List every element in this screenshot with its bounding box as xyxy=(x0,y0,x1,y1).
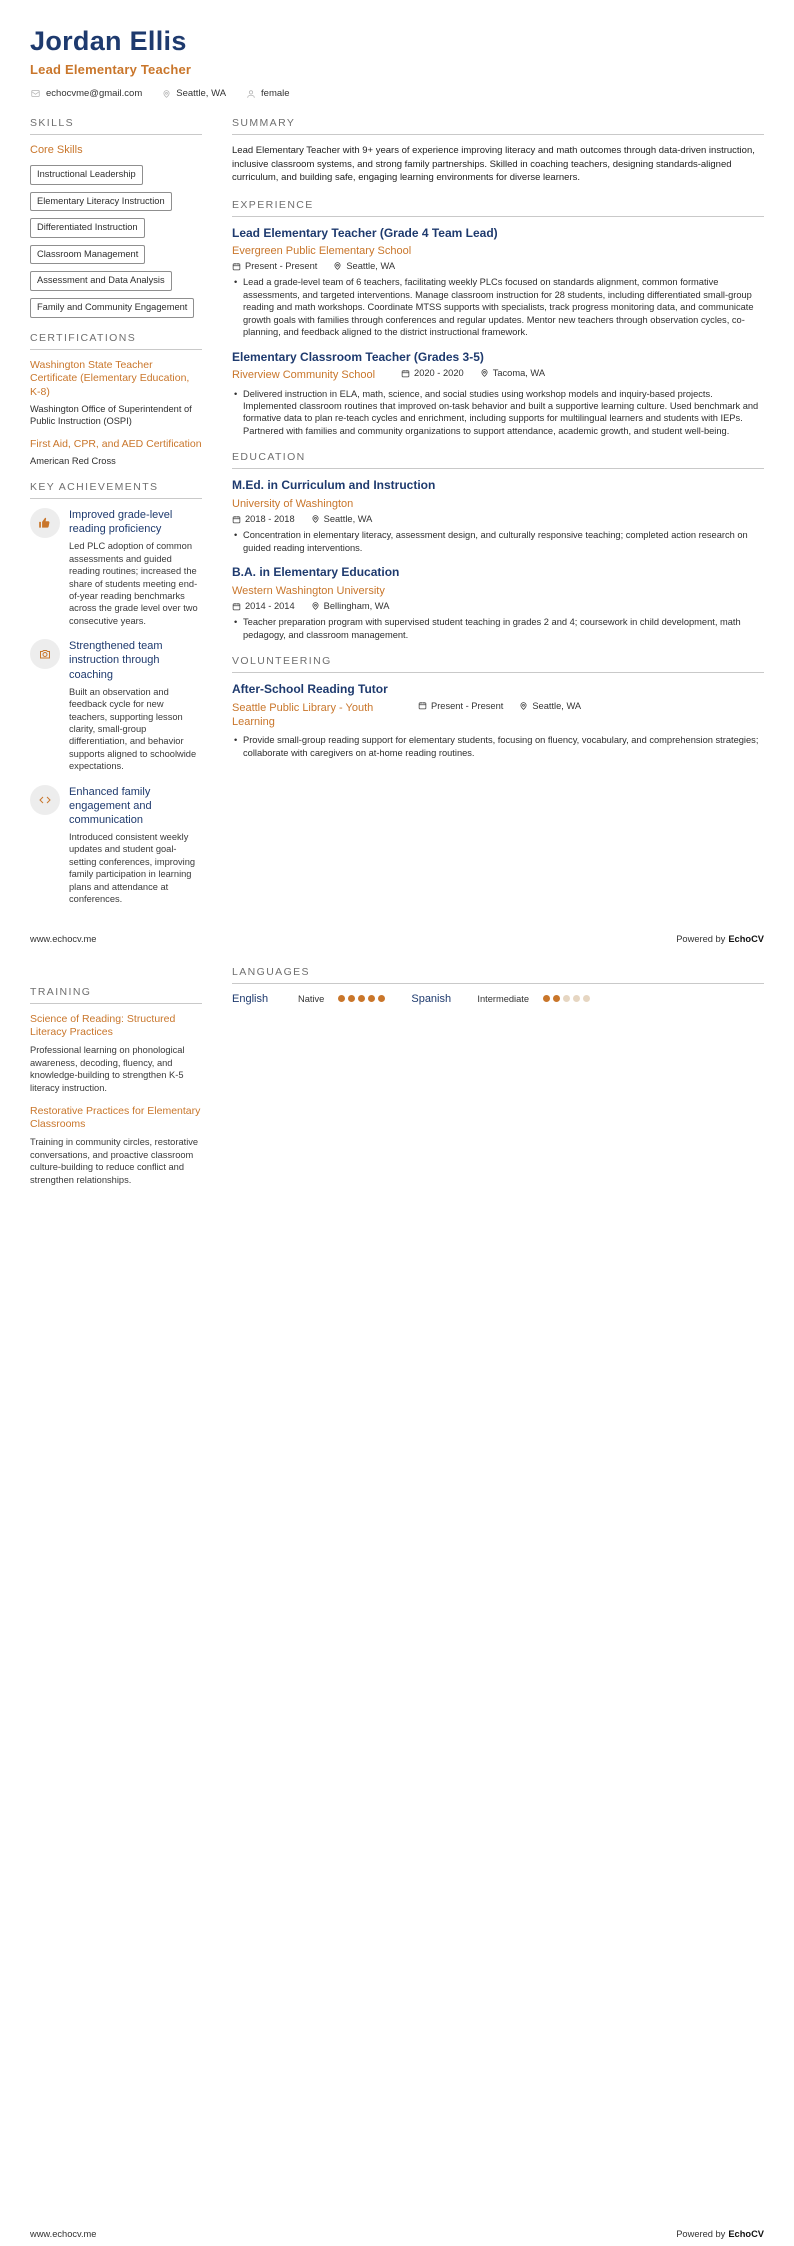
training-item xyxy=(30,1013,202,1095)
education-meta xyxy=(232,601,389,611)
bullet: • Teacher preparation program with supervised student teaching in grades 2 and 4; coursework in child development, math pedagogy, and classroom management. xyxy=(232,616,764,641)
achievement-item xyxy=(30,508,202,627)
language-proficiency-dots xyxy=(338,995,385,1002)
training-title: Restorative Practices for Elementary Classrooms xyxy=(30,1104,201,1131)
education-entry xyxy=(232,565,764,641)
achievement-item xyxy=(30,785,202,906)
section-experience xyxy=(232,199,764,438)
experience-entry xyxy=(232,226,764,339)
language-level: Native xyxy=(298,993,325,1004)
footer-powered-prefix: Powered by xyxy=(676,933,726,944)
contact-email xyxy=(30,88,142,99)
contact-gender-text: female xyxy=(261,88,290,100)
thumbs-up-icon xyxy=(30,508,60,538)
achievement-body xyxy=(69,639,202,772)
page-footer-bottom xyxy=(30,2229,764,2239)
education-bullets xyxy=(232,529,764,554)
contact-email-text[interactable]: echocvme@gmail.com xyxy=(46,88,143,100)
experience-bullets xyxy=(232,276,764,338)
skill-tag-list xyxy=(30,165,202,318)
education-location: Seattle, WA xyxy=(311,514,373,524)
language-item-spanish xyxy=(411,993,590,1005)
footer-site-link[interactable]: www.echocv.me xyxy=(30,933,97,944)
experience-location: Tacoma, WA xyxy=(480,368,545,378)
calendar-icon xyxy=(232,515,241,524)
calendar-icon xyxy=(232,262,241,271)
education-heading: EDUCATION xyxy=(232,451,764,469)
certifications-heading: CERTIFICATIONS xyxy=(30,332,202,350)
achievement-title: Strengthened team instruction through coaching xyxy=(69,640,163,681)
skill-tag: Family and Community Engagement xyxy=(30,298,194,318)
summary-text: Lead Elementary Teacher with 9+ years of experience improving literacy and math outcomes through data-driven instruction, inclusive classroom systems, and strong family partnerships. Skilled in coaching teachers, designing standards-aligned curriculum, and building safe, engaging learning environments for diverse learners. xyxy=(232,145,755,184)
location-icon xyxy=(519,701,528,711)
key-achievements-heading: KEY ACHIEVEMENTS xyxy=(30,481,202,499)
location-icon xyxy=(333,261,342,271)
language-name: English xyxy=(232,992,269,1005)
skill-tag: Differentiated Instruction xyxy=(30,218,145,238)
section-skills xyxy=(30,117,202,318)
section-key-achievements xyxy=(30,481,202,906)
certification-item xyxy=(30,359,202,427)
achievement-title: Enhanced family engagement and communication xyxy=(69,785,152,826)
skills-heading: SKILLS xyxy=(30,117,202,135)
bullet: • Lead a grade-level team of 6 teachers, facilitating weekly PLCs focused on standards alignment, common formative assessments, and targeted interventions. Manage classroom instruction for 28 students, including differentiated small-group reading and math workshops. Coordinate MTSS supports with specialists, track progress monitoring data, and communicate growth goals with families through conferences and regular updates. Mentor new teachers through observation cycles, co-planning, and feedback aligned to the district instructional framework. xyxy=(232,276,764,338)
bullet: • Delivered instruction in ELA, math, science, and social studies using workshop models and inquiry-based projects. Implemented classroom routines that improved on-task behavior and built a supportive learning culture. Used benchmark and formative data to plan re-teach cycles and enrichment, including supports for multilingual learners and students with IEPs. Partnered with families and community organizations to support attendance, academic growth, and student well-being. xyxy=(232,388,764,438)
achievement-text: Introduced consistent weekly updates and student goal-setting conferences, improving family participation in learning plans and attendance at conferences. xyxy=(69,832,196,905)
certification-issuer: Washington Office of Superintendent of Public Instruction (OSPI) xyxy=(30,403,192,426)
location-icon xyxy=(311,514,320,524)
summary-heading: SUMMARY xyxy=(232,117,764,135)
achievement-body xyxy=(69,508,202,627)
languages-heading: LANGUAGES xyxy=(232,966,764,984)
certification-title: Washington State Teacher Certificate (Elementary Education, K-8) xyxy=(30,358,190,398)
training-title: Science of Reading: Structured Literacy Practices xyxy=(30,1012,176,1039)
person-icon xyxy=(246,89,256,99)
contact-row xyxy=(30,88,764,99)
volunteering-date: Present - Present xyxy=(418,701,503,711)
right-column xyxy=(232,117,764,920)
skill-tag: Classroom Management xyxy=(30,245,145,265)
experience-heading: EXPERIENCE xyxy=(232,199,764,217)
languages-row xyxy=(232,993,764,1005)
volunteering-location: Seattle, WA xyxy=(519,701,581,711)
footer-site-link[interactable]: www.echocv.me xyxy=(30,2229,97,2239)
email-icon xyxy=(30,89,41,98)
person-name: Jordan Ellis xyxy=(30,26,187,56)
skill-tag: Elementary Literacy Instruction xyxy=(30,192,172,212)
education-date: 2018 - 2018 xyxy=(232,514,295,524)
footer-powered-by xyxy=(676,934,764,944)
volunteering-meta xyxy=(418,701,581,711)
location-icon xyxy=(311,601,320,611)
calendar-icon xyxy=(418,701,427,710)
training-item xyxy=(30,1105,202,1187)
volunteering-entry xyxy=(232,682,764,759)
location-icon xyxy=(162,89,171,99)
training-heading: TRAINING xyxy=(30,986,202,1004)
footer-brand-link[interactable]: EchoCV xyxy=(728,933,764,944)
code-icon xyxy=(30,785,60,815)
achievement-title: Improved grade-level reading proficiency xyxy=(69,509,173,536)
volunteering-subhead xyxy=(232,701,764,730)
overflow-columns xyxy=(30,966,764,1201)
main-columns xyxy=(30,117,764,920)
experience-date: Present - Present xyxy=(232,261,317,271)
volunteering-title: After-School Reading Tutor xyxy=(232,681,388,696)
education-subhead xyxy=(232,584,764,611)
education-date: 2014 - 2014 xyxy=(232,601,295,611)
bullet: • Provide small-group reading support for elementary students, focusing on fluency, vocabulary, and comprehension strategies; collaborate with caregivers on at-home reading routines. xyxy=(232,734,764,759)
page-footer xyxy=(30,934,764,944)
experience-bullets xyxy=(232,388,764,438)
section-languages xyxy=(232,966,764,1005)
language-item-english xyxy=(232,993,385,1005)
training-text: Professional learning on phonological awareness, decoding, fluency, and knowledge-building to strengthen K-5 literacy instruction. xyxy=(30,1045,185,1093)
education-location: Bellingham, WA xyxy=(311,601,390,611)
achievement-text: Built an observation and feedback cycle for new teachers, supporting lesson clarity, small-group differentiation, and behavior supports aligned to schoolwide expectations. xyxy=(69,686,197,772)
experience-company: Riverview Community School xyxy=(232,369,376,382)
education-meta xyxy=(232,514,372,524)
calendar-icon xyxy=(401,369,410,378)
education-subhead xyxy=(232,497,764,524)
certification-issuer: American Red Cross xyxy=(30,455,116,466)
skills-group-title: Core Skills xyxy=(30,144,83,157)
section-volunteering xyxy=(232,655,764,759)
language-name: Spanish xyxy=(411,992,452,1005)
achievement-item xyxy=(30,639,202,772)
section-certifications xyxy=(30,332,202,467)
left-column-page2 xyxy=(30,966,202,1201)
contact-location-text: Seattle, WA xyxy=(176,88,227,100)
education-bullets xyxy=(232,616,764,641)
bullet: • Concentration in elementary literacy, assessment design, and culturally responsive teaching; completed action research on guided reading interventions. xyxy=(232,529,764,554)
footer-powered-prefix: Powered by xyxy=(676,2229,726,2239)
experience-meta xyxy=(232,261,395,271)
left-column xyxy=(30,117,202,920)
experience-subhead xyxy=(232,368,764,382)
experience-title: Lead Elementary Teacher (Grade 4 Team Lead) xyxy=(232,225,498,240)
education-entry xyxy=(232,478,764,554)
volunteering-bullets xyxy=(232,734,764,759)
person-job-title: Lead Elementary Teacher xyxy=(30,62,192,78)
resume-header xyxy=(30,26,764,99)
contact-gender xyxy=(246,88,290,99)
right-column-page2 xyxy=(232,966,764,1201)
experience-date: 2020 - 2020 xyxy=(401,368,464,378)
certification-title: First Aid, CPR, and AED Certification xyxy=(30,438,202,451)
contact-location xyxy=(162,88,226,99)
experience-title: Elementary Classroom Teacher (Grades 3-5) xyxy=(232,349,484,364)
education-degree: B.A. in Elementary Education xyxy=(232,565,400,580)
camera-icon xyxy=(30,639,60,669)
calendar-icon xyxy=(232,602,241,611)
achievement-body xyxy=(69,785,202,906)
education-degree: M.Ed. in Curriculum and Instruction xyxy=(232,478,436,493)
education-school: University of Washington xyxy=(232,497,354,510)
language-proficiency-dots xyxy=(543,995,590,1002)
experience-company: Evergreen Public Elementary School xyxy=(232,245,412,258)
certification-item xyxy=(30,438,202,467)
achievement-text: Led PLC adoption of common assessments and guided reading routines; increased the share of students meeting end-of-year reading benchmarks across the grade level over two consecutive years. xyxy=(69,541,198,626)
experience-location: Seattle, WA xyxy=(333,261,395,271)
section-education xyxy=(232,451,764,641)
section-training xyxy=(30,986,202,1187)
volunteering-heading: VOLUNTEERING xyxy=(232,655,764,673)
volunteering-organization: Seattle Public Library - Youth Learning xyxy=(232,701,374,728)
experience-entry xyxy=(232,350,764,438)
skill-tag: Instructional Leadership xyxy=(30,165,143,185)
language-level: Intermediate xyxy=(477,993,530,1004)
training-text: Training in community circles, restorative conversations, and proactive classroom culture-building to reduce conflict and strengthen relationships. xyxy=(30,1136,199,1185)
footer-brand-link[interactable]: EchoCV xyxy=(728,2229,764,2239)
footer-powered-by xyxy=(676,2229,764,2239)
skill-tag: Assessment and Data Analysis xyxy=(30,271,172,291)
experience-meta xyxy=(401,368,545,378)
education-school: Western Washington University xyxy=(232,584,385,597)
experience-subhead xyxy=(232,244,764,271)
section-summary xyxy=(232,117,764,184)
location-icon xyxy=(480,368,489,378)
